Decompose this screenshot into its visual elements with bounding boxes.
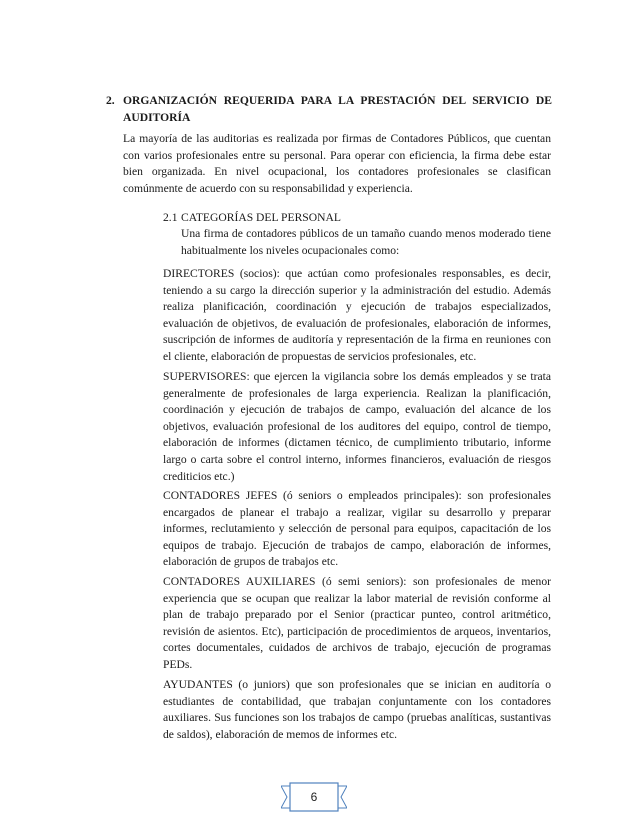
subsection-intro: Una firma de contadores públicos de un tamaño cuando menos moderado tiene habitualmente los niveles ocupacionales como: <box>181 227 551 257</box>
section-title-line1: ORGANIZACIÓN REQUERIDA PARA LA PRESTACIÓN DEL SERVICIO DE <box>123 94 552 107</box>
category-contadores-jefes: CONTADORES JEFES (ó seniors o empleados principales): son profesionales encargados de planear el trabajo a realizar, vigilar su desarrollo y preparar informes, reclutamiento y selección de personal para equipos, capacitación de los equipos de trabajo. Ejecución de trabajos de campo, elaboración de informes, elaboración de grupos de trabajos etc. <box>163 489 551 569</box>
category-ayudantes: AYUDANTES (o juniors) que son profesionales que se inician en auditoría o estudiantes de contabilidad, que trabajan conjuntamente con los contadores auxiliares. Sus funciones son los trabajos de campo (pruebas analíticas, sustantivas de saldos), elaboración de memos de informes etc. <box>163 678 551 741</box>
category-contadores-auxiliares: CONTADORES AUXILIARES (ó semi seniors): son profesionales de menor experiencia que se ocupan que realizar la labor material de revisión conforme al plan de trabajo preparado por el Senior (practicar punteo, control aritmético, revisión de asientos. Etc), participación de procedimientos de arqueos, inventarios, cortes documentales, cuidados de archivos de trabajo, ejecución de programas PEDs. <box>163 575 551 671</box>
section-title <box>123 92 552 126</box>
subsection-title: CATEGORÍAS DEL PERSONAL <box>181 211 341 224</box>
page-number: 6 <box>310 790 318 804</box>
category-directores: DIRECTORES (socios): que actúan como profesionales responsables, es decir, teniendo a su cargo la dirección superior y la administración del estudio. Además realiza planificación, coordinación y ejecución de trabajos especializados, evaluación de objetivos, de evaluación de profesionales, elaboración de informes, suscripción de informes de auditoría y representación de la firma en reuniones con el cliente, elaboración de propuestas de servicios profesionales, etc. <box>163 267 551 363</box>
subsection-number: 2.1 <box>163 211 178 224</box>
page-number-ribbon <box>281 782 347 812</box>
category-supervisores: SUPERVISORES: que ejercen la vigilancia sobre los demás empleados y se trata generalmente de profesionales de larga experiencia. Realizan la planificación, coordinación y ejecución de trabajos de campo, evaluación del alcance de los objetivos, evaluación profesional de los auditores del equipo, control de tiempo, elaboración de informes (dictamen técnico, de cumplimiento tributario, informe largo o carta sobre el control interno, informes financieros, evaluación de riesgos crediticios etc.) <box>163 370 551 483</box>
intro-paragraph: La mayoría de las auditorias es realizada por firmas de Contadores Públicos, que cuentan con varios profesionales entre su personal. Para operar con eficiencia, la firma debe estar bien organizada. En nivel ocupacional, los contadores profesionales se clasifican comúnmente de acuerdo con su responsabilidad y experiencia. <box>123 132 551 195</box>
section-title-line2: AUDITORÍA <box>123 111 191 124</box>
section-number: 2. <box>106 94 115 107</box>
